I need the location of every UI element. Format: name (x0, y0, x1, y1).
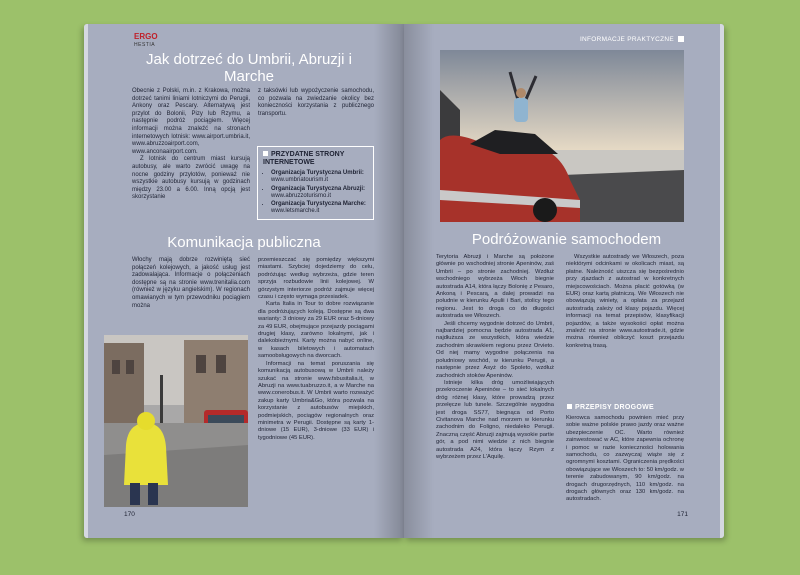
spine-shadow (404, 24, 434, 538)
spine-shadow (374, 24, 404, 538)
link-label: • Organizacja Turystyczna Umbrii: (271, 170, 364, 176)
paragraph: Wszystkie autostrady we Włoszech, poza niektórymi odcinkami w okolicach miast, są płatne. Należność uiszcza się bezpośrednio przy zjazdach z autostrad w konkretnych miejscowościach. Można płacić gotówką (w EUR) oraz kartą płatniczą. We Włoszech nie obowiązują winiety, a opłata za przejazd autostradą zależy od klasy pojazdu. Więcej informacji na temat przepisów, klasyfikacji pojazdów, a także wysokości opłat można znaleźć na stronie www.autostrade.it, gdzie można również obliczyć koszt przejazdu konkretną trasą. (566, 254, 684, 349)
link-url: www.umbriatourism.it (271, 177, 329, 183)
useful-links-box (257, 146, 374, 220)
paragraph: Informacji na temat poruszania się komunikacją autobusową w Umbrii należy szukać na stronie www.fsbusitalia.it, w Abruzji na www.tuabruzzo.it, a w Marche na www.conerobus.it. W Umbrii warto rozważyć zakup karty Umbria&Go, która pozwala na korzystanie z autobusów miejskich, podmiejskich, pociągów regionalnych oraz minimetra w Perugii. Dostępne są karty 1-dniowe (15 EUR), 3-dniowe (33 EUR) i tygodniowe (45 EUR). (258, 360, 374, 441)
link-label: • Organizacja Turystyczna Abruzji: (271, 185, 366, 192)
links-list (263, 170, 368, 215)
car-column-1 (436, 254, 554, 461)
paragraph: Obecnie z Polski, m.in. z Krakowa, można dotrzeć tanimi liniami lotniczymi do Perugii, Ankony oraz Pescary. Alternatywą jest przylot do Bolonii, Pizy lub Rzymu, a następnie podróż pociągiem. Więcej informacji można znaleźć na stronach internetowych lotnisk: www.airport.umbria.it, www.abruzzoairport.com, www.anconaairport.com. (132, 88, 250, 155)
section-heading: Podróżowanie samochodem (471, 231, 662, 248)
intro-column-1 (132, 88, 250, 202)
box-title: PRZYDATNE STRONY INTERNETOWE (263, 151, 368, 167)
paragraph: Włochy mają dobrze rozwiniętą sieć połączeń kolejowych, a jakość usług jest zadowalająca. Informacje o połączeniach dostępne są na stronie www.trenitalia.com (również w języku angielskim). W regionach omawianych w tym przewodniku pociągiem można (132, 257, 250, 309)
public-transport-column-2 (258, 257, 374, 442)
traffic-rules-text (566, 415, 684, 504)
car-photo (440, 50, 684, 222)
link-url: www.letsmarche.it (271, 208, 320, 214)
page-title: Jak dotrzeć do Umbrii, Abruzji i Marche (146, 51, 352, 85)
link-label: • Organizacja Turystyczna Marche: (271, 201, 366, 207)
section-tag: INFORMACJE PRAKTYCZNE (580, 36, 684, 43)
page-number: 171 (677, 511, 688, 518)
open-book (84, 24, 724, 538)
logo-bottom: HESTIA (134, 42, 156, 48)
list-item (271, 170, 368, 184)
street-photo-illustration (104, 335, 248, 507)
logo-top: ERGO (134, 32, 158, 41)
left-page (84, 24, 404, 538)
section-heading: Komunikacja publiczna (167, 234, 321, 251)
paragraph: Z lotnisk do centrum miast kursują autobusy, ale warto zwrócić uwagę na nocne godziny przylotów, ponieważ nie wszystkie autobusy kursują w godzinach między 23.00 a 6.00. Inną opcją jest skorzystanie (132, 156, 250, 201)
car-column-2 (566, 254, 684, 350)
list-item (271, 186, 368, 200)
paragraph: Kierowca samochodu powinien mieć przy sobie ważne polskie prawo jazdy oraz ważne ubezpieczenie OC. Warto również zainwestować w AC, które zapewnia ochronę i pomoc w razie konieczności holowania samochodu, co zazwyczaj wiąże się z ogromnymi kosztami. Ograniczenia prędkości obowiązujące we Włoszech to: 50 km/godz. w terenie zabudowanym, 90 km/godz. na drogach drugorzędnych, 110 km/godz. na drogach głównych oraz 130 km/godz. na autostradach. (566, 415, 684, 503)
page-edge (720, 24, 724, 538)
paragraph: przemieszczać się pomiędzy większymi miastami. Szybciej dojedziemy do celu, podróżując według wybrzeża, gdzie teren sprzyja rozbudowie linii kolejowej. W górzystym interiorze podróż zajmuje więcej czasu i często wymaga przesiadek. (258, 257, 374, 301)
paragraph: Istnieje kilka dróg umożliwiających przekroczenie Apeninów – to sieć lokalnych dróg różnej klasy, które prowadzą przez przełęcze lub tunele. Szczególnie wygodna jest droga SS77, biegnąca od Porto Civitanova Marche nad morzem w kierunku zachodnim do Foligno, niedaleko Perugii. Znaczną część Abruzji zajmują wysokie partie gór, a pod nimi wiedzie z nich biegnie autostrada A24, która łączy Rzym z wybrzeżem przez L'Aquilę. (436, 379, 554, 460)
car-photo-illustration (440, 50, 684, 222)
public-transport-column-1 (132, 257, 250, 310)
street-photo (104, 335, 248, 507)
publisher-logo (134, 33, 158, 49)
page-edge (84, 24, 88, 538)
list-item (271, 201, 368, 215)
subheading: PRZEPISY DROGOWE (567, 404, 654, 411)
right-page (404, 24, 724, 538)
page-number: 170 (124, 511, 135, 518)
paragraph: Jeśli chcemy wygodnie dotrzeć do Umbrii, najbardziej pomocna będzie autostrada A1, najdłuższa ze wszystkich, która wiedzie zachodnim skrawkiem regionu przez Orvieto. Od niej mamy wygodne połączenia na południowy wschód, w kierunku Perugii, a następnie przez Asyż do Spoleto, wzdłuż zachodnich stoków Apeninów. (436, 320, 554, 379)
intro-column-2 (258, 88, 374, 118)
paragraph: Terytoria Abruzji i Marche są położone głównie po wschodniej stronie Apeninów, zaś Umbrii – po stronie zachodniej. Wzdłuż wschodniego wybrzeża Włoch biegnie autostrada A14, która łączy Bolonię z Pesaro, Ankoną i Pescarą, a dalej prowadzi na południe w kierunku Apulii i Bari, stolicy tego regionu. Jest to droga co do długości autostrada we Włoszech. (436, 254, 554, 320)
link-url: www.abruzzoturismo.it (271, 192, 332, 199)
paragraph: z taksówki lub wypożyczenie samochodu, co pozwala na zwiedzanie okolicy bez konieczności korzystania z publicznego transportu. (258, 88, 374, 117)
paragraph: Karta Italia in Tour to dobre rozwiązanie dla podróżujących koleją. Dostępne są dwa warianty: 3 dniowy za 29 EUR oraz 5-dniowy za 49 EUR, obejmujące przejazdy pociągami drugiej klasy, zarówno lokalnymi, jak i dalekobieżnymi. Karty można nabyć online, w kasach biletowych i automatach samoobsługowych na dworcach. (258, 301, 374, 360)
